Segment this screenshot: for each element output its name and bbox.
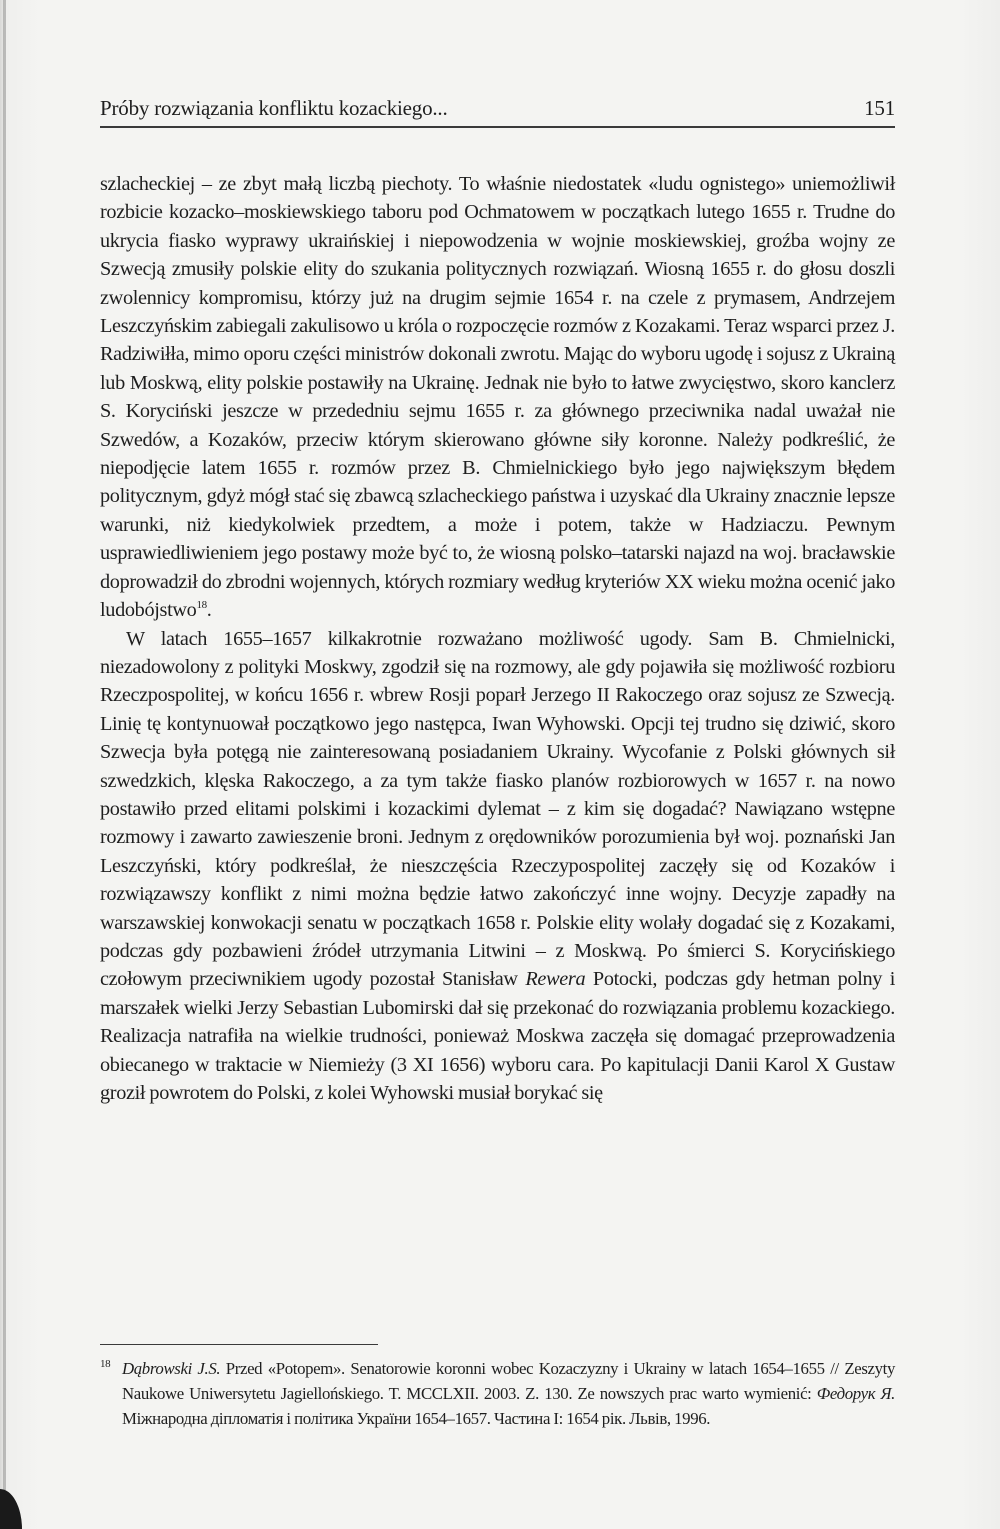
- main-text: [100, 170, 895, 1107]
- text-run: szlacheckiej – ze zbyt małą liczbą piechoty. To właśnie niedostatek «ludu ognistego» uniemożliwił rozbicie kozacko–moskiewskiego taboru pod Ochmatowem w początkach lutego 1655 r. Trudne do ukrycia fiasko wyprawy ukraińskiej i niepowodzenia w wojnie moskiewskiej, groźba wojny ze Szwecją zmusiły polskie elity do szukania politycznych rozwiązań. Wiosną 1655 r. do głosu doszli zwolennicy kompromisu, którzy już na drugim sejmie 1654 r. na czele z prymasem, Andrzejem Leszczyńskim zabiegali zakulisowo u króla o rozpoczęcie rozmów z Kozakami. Teraz wsparci przez J. Radziwiłła, mimo oporu części ministrów dokonali zwrotu. Mając do wyboru ugodę i sojusz z Ukrainą lub Moskwą, elity polskie postawiły na Ukrainę. Jednak nie było to łatwe zwycięstwo, skoro kanclerz S. Koryciński jeszcze w przededniu sejmu 1655 r. za głównego przeciwnika nadal uważał nie Szwedów, a Kozaków, przeciw którym skierowano główne siły koronne. Należy podkreślić, że niepodjęcie latem 1655 r. rozmów przez B. Chmielnickiego było jego największym błędem politycznym, gdyż mógł stać się zbawcą szlacheckiego państwa i uzyskać dla Ukrainy znacznie lepsze warunki, niż kiedykolwiek przedtem, a może i potem, także w Hadziaczu. Pewnym usprawiedliwieniem jego postawy może być to, że wiosną polsko–tatarski najazd na woj. bracławskie doprowadził do zbrodni wojennych, których rozmiary według kryteriów XX wieku można ocenić jako ludobójstwo: [100, 173, 895, 622]
- page-number: 151: [864, 96, 895, 120]
- italic-nickname: Rewera: [525, 968, 586, 991]
- footnote-separator: [100, 1344, 378, 1345]
- footnote-author: Федорук Я.: [816, 1384, 895, 1403]
- binding-edge: [3, 0, 6, 1529]
- header-rule: [100, 126, 895, 128]
- text-run: .: [206, 599, 212, 622]
- paragraph: [100, 625, 895, 1108]
- footnote-text: Przed «Potopem». Senatorowie koronni wobec Kozaczyzny i Ukrainy w latach 1654–1655 // Zeszyty Naukowe Uniwersytetu Jagiellońskiego. T. MCCLXII. 2003. Z. 130. Ze nowszych prac warto wymienić:: [122, 1359, 896, 1403]
- footnote: 18 Dąbrowski J.S. Przed «Potopem». Senatorowie koronni wobec Kozaczyzny i Ukrainy w latach 1654–1655 // Zeszyty Naukowe Uniwersytetu Jagiellońskiego. T. MCCLXII. 2003. Z. 130. Ze nowszych prac warto wymienić: Федорук Я. Міжнародна діпломатія і політика України 1654–1657. Частина I: 1654 рік. Львів, 1996.: [100, 1358, 896, 1428]
- running-header: [100, 96, 895, 126]
- footnote-text: Міжнародна діпломатія і політика України 1654–1657. Частина I: 1654 рік. Львів, 1996.: [122, 1409, 711, 1428]
- text-run: Potocki, podczas gdy hetman polny i marszałek wielki Jerzy Sebastian Lubomirski dał się przekonać do rozwiązania problemu kozackiego. Realizacja natrafiła na wielkie trudności, ponieważ Moskwa zaczęła się domagać przeprowadzenia obiecanego w traktacie w Niemieży (3 XI 1656) wyboru cara. Po kapitulacji Danii Karol X Gustaw groził powrotem do Polski, z kolei Wyhowski musiał borykać się: [100, 968, 896, 1104]
- paragraph: [100, 170, 895, 625]
- footnote-author: Dąbrowski J.S.: [122, 1359, 221, 1378]
- text-run: W latach 1655–1657 kilkakrotnie rozważano możliwość ugody. Sam B. Chmielnicki, niezadowolony z polityki Moskwy, zgodził się na rozmowy, ale gdy pojawiła się możliwość rozbioru Rzeczpospolitej, w końcu 1656 r. wbrew Rosji poparł Jerzego II Rakoczego oraz sojusz ze Szwecją. Linię tę kontynuował początkowo jego następca, Iwan Wyhowski. Opcji tej trudno się dziwić, skoro Szwecja była potęgą nie zainteresowaną posiadaniem Ukrainy. Wycofanie z Polski głównych sił szwedzkich, klęska Rakoczego, a za tym także fiasko planów rozbiorowych w 1657 r. na nowo postawiło przed elitami polskimi i kozackimi dylemat – z kim się dogadać? Nawiązano wstępne rozmowy i zawarto zawieszenie broni. Jednym z orędowników porozumienia był woj. poznański Jan Leszczyński, który podkreślał, że nieszczęścia Rzeczypospolitej zaczęły się od Kozaków i rozwiązawszy konflikt z nimi można będzie łatwo zakończyć inne wojny. Decyzje zapadły na warszawskiej konwokacji senatu w początkach 1658 r. Polskie elity wolały dogadać się z Kozakami, podczas gdy pozbawieni źródeł utrzymania Litwini – z Moskwą. Po śmierci S. Korycińskiego czołowym przeciwnikiem ugody pozostał Stanisław: [100, 627, 895, 991]
- scan-corner-shadow: [0, 1489, 22, 1529]
- running-title: Próby rozwiązania konfliktu kozackiego...: [100, 96, 448, 120]
- footnote-reference[interactable]: 18: [196, 599, 207, 612]
